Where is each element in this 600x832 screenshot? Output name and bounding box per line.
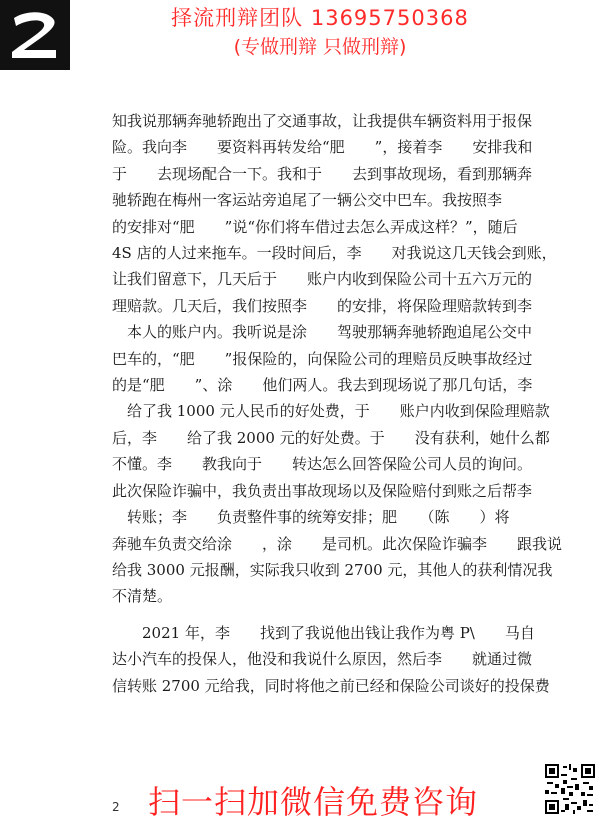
text-line: 巴车的，“肥 ”报保险的，向保险公司的理赔员反映事故经过 <box>112 349 533 368</box>
text-line: 让我们留意下，几天后于 账户内收到保险公司十五六万元的 <box>112 270 533 289</box>
text-line: 的安排对“肥 ”说“你们将车借过去怎么弄成这样？”，随后 <box>112 217 518 236</box>
text-line: 4S 店的人过来拖车。一段时间后，李 对我说这几天钱会到账， <box>112 244 557 263</box>
paragraph-2 <box>112 620 552 699</box>
text-line: 驰轿跑在梅州一客运站旁追尾了一辆公交中巴车。我按照李 <box>112 191 503 210</box>
text-line: 2021 年，李 找到了我说他出钱让我作为粤 P\ 马自 <box>112 623 535 642</box>
text-line: 达小汽车的投保人，他没和我说什么原因，然后李 就通过微 <box>112 650 533 669</box>
banner-title-phone: 择流刑辩团队 13695750368 <box>171 6 469 30</box>
text-line: 险。我向李 要资料再转发给“肥 ”，接着李 安排我和 <box>112 138 533 157</box>
text-line: 不懂。李 教我向于 转达怎么回答保险公司人员的询问。 <box>112 455 533 474</box>
text-line: 奔驰车负责交给涂 ，涂 是司机。此次保险诈骗李 跟我说 <box>112 534 563 553</box>
page-number: 2 <box>112 800 120 814</box>
paragraph-1 <box>112 108 563 610</box>
text-line: 给了我 1000 元人民币的好处费，于 账户内收到保险理赔款 <box>112 402 550 421</box>
text-line: 本人的账户内。我听说是涂 驾驶那辆奔驰轿跑追尾公交中 <box>112 323 533 342</box>
text-line: 不清楚。 <box>112 587 173 606</box>
document-body <box>112 108 563 699</box>
logo-mark-icon <box>0 0 70 70</box>
text-line: 此次保险诈骗中，我负责出事故现场以及保险赔付到账之后帮李 <box>112 481 533 500</box>
banner-tagline: (专做刑辩 只做刑辩) <box>233 36 407 58</box>
text-line: 理赔款。几天后，我们按照李 的安排，将保险理赔款转到李 <box>112 296 533 315</box>
text-line: 信转账 2700 元给我，同时将他之前已经和保险公司谈好的投保费 <box>112 676 550 695</box>
text-line: 后，李 给了我 2000 元的好处费。于 没有获利，她什么都 <box>112 428 550 447</box>
scan-prompt: 扫一扫加微信免费咨询 <box>147 783 478 821</box>
text-line: 给我 3000 元报酬，实际我只收到 2700 元，其他人的获利情况我 <box>112 560 553 579</box>
text-line: 于 去现场配合一下。我和于 去到事故现场，看到那辆奔 <box>112 164 533 183</box>
footer <box>0 783 600 832</box>
text-line: 转账；李 负责整件事的统筹安排；肥 （陈 ）将 <box>112 508 510 527</box>
text-line: 知我说那辆奔驰轿跑出了交通事故，让我提供车辆资料用于报保 <box>112 112 533 130</box>
qr-code-icon[interactable] <box>545 764 595 814</box>
contact-banner <box>110 4 530 60</box>
text-line: 的是“肥 ”、涂 他们两人。我去到现场说了那几句话，李 <box>112 376 533 395</box>
firm-logo <box>0 0 70 70</box>
